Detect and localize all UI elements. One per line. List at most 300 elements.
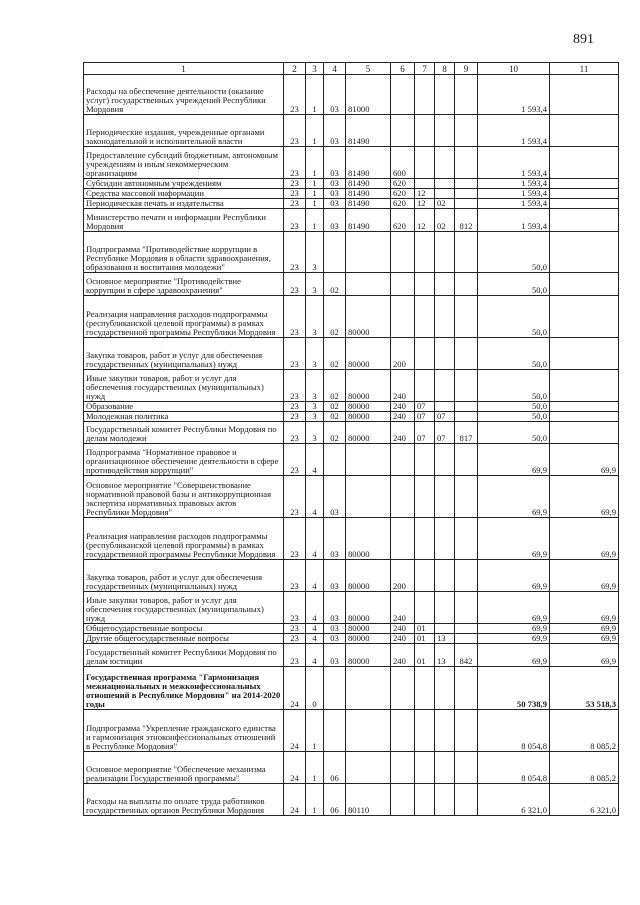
row-value-cell: 23 [284,422,306,444]
row-value-cell [435,75,455,115]
table-header-row [84,63,619,75]
row-value-cell: 80000 [346,422,391,444]
row-value-cell: 3 [306,273,324,296]
row-value-cell: 03 [324,179,346,189]
row-value-cell: 4 [306,476,324,518]
row-value-cell [455,370,478,402]
table-row [84,209,619,232]
row-value-cell [550,199,619,209]
row-value-cell: 240 [391,402,415,412]
row-value-cell [435,476,455,518]
row-value-cell [550,338,619,370]
row-value-cell: 1 [306,199,324,209]
row-name-cell: Подпрограмма "Нормативное правовое и организационное обеспечение деятельности в сфере противодействия коррупции" [84,444,284,476]
row-value-cell: 1 593,4 [478,147,550,179]
table-row [84,370,619,402]
row-value-cell: 03 [324,634,346,644]
row-value-cell: 1 [306,75,324,115]
table-body [84,75,619,816]
row-value-cell: 07 [435,422,455,444]
row-name-cell: Подпрограмма "Противодействие коррупции в Республике Мордовия в области здравоохранения, образования и воспитания молодежи" [84,232,284,273]
row-value-cell: 01 [415,624,435,634]
row-value-cell: 03 [324,199,346,209]
row-value-cell: 1 [306,115,324,147]
row-value-cell: 06 [324,784,346,816]
row-value-cell: 80000 [346,624,391,634]
row-value-cell: 23 [284,273,306,296]
row-value-cell: 1 593,4 [478,209,550,232]
row-value-cell: 81490 [346,189,391,199]
row-value-cell [346,476,391,518]
row-value-cell: 600 [391,147,415,179]
row-value-cell [415,667,435,710]
row-name-cell: Подпрограмма "Укрепление гражданского единства и гармонизация этноконфессиональных отношений в Республике Мордовия" [84,710,284,752]
row-value-cell: 23 [284,115,306,147]
row-value-cell: 06 [324,752,346,784]
row-value-cell: 69,9 [550,560,619,592]
table-row [84,179,619,189]
row-value-cell: 23 [284,296,306,338]
row-value-cell: 200 [391,338,415,370]
row-value-cell: 50,0 [478,412,550,422]
row-value-cell: 80000 [346,338,391,370]
row-value-cell: 69,9 [478,592,550,624]
row-value-cell: 03 [324,560,346,592]
row-value-cell: 8 085,2 [550,752,619,784]
row-value-cell: 23 [284,634,306,644]
row-value-cell [435,232,455,273]
row-name-cell: Государственный комитет Республики Мордовия по делам юстиции [84,644,284,667]
row-value-cell [550,75,619,115]
row-value-cell: 240 [391,644,415,667]
row-value-cell: 69,9 [478,560,550,592]
row-value-cell [415,296,435,338]
row-value-cell: 50,0 [478,370,550,402]
table-row [84,444,619,476]
row-value-cell [550,296,619,338]
row-name-cell: Расходы на обеспечение деятельности (оказание услуг) государственных учреждений Республики Мордовия [84,75,284,115]
row-value-cell: 620 [391,209,415,232]
row-value-cell: 02 [435,209,455,232]
row-value-cell [415,592,435,624]
row-value-cell: 69,9 [478,624,550,634]
row-value-cell: 07 [415,412,435,422]
row-value-cell: 23 [284,199,306,209]
row-value-cell: 03 [324,644,346,667]
row-value-cell [435,338,455,370]
row-value-cell: 13 [435,634,455,644]
row-value-cell: 03 [324,209,346,232]
row-value-cell: 12 [415,199,435,209]
row-value-cell: 03 [324,75,346,115]
table-row [84,115,619,147]
row-value-cell: 02 [324,273,346,296]
row-value-cell [346,232,391,273]
row-value-cell [550,273,619,296]
row-value-cell: 240 [391,592,415,624]
row-value-cell [391,476,415,518]
row-value-cell [550,189,619,199]
row-value-cell: 02 [435,199,455,209]
row-value-cell: 03 [324,147,346,179]
row-value-cell: 23 [284,370,306,402]
row-name-cell: Государственный комитет Республики Мордовия по делам молодежи [84,422,284,444]
row-value-cell [415,784,435,816]
table-row [84,273,619,296]
row-value-cell: 200 [391,560,415,592]
row-value-cell [455,402,478,412]
row-value-cell: 03 [324,476,346,518]
row-name-cell: Закупка товаров, работ и услуг для обеспечения государственных (муниципальных) нужд [84,560,284,592]
row-value-cell: 8 054,8 [478,710,550,752]
row-value-cell [391,667,415,710]
row-value-cell [415,370,435,402]
row-value-cell [346,752,391,784]
row-value-cell: 4 [306,634,324,644]
row-value-cell [391,752,415,784]
row-value-cell [415,232,435,273]
header-cell: 8 [435,63,455,75]
row-value-cell: 240 [391,370,415,402]
row-value-cell: 3 [306,338,324,370]
row-value-cell [550,147,619,179]
row-value-cell [455,338,478,370]
row-value-cell: 80000 [346,634,391,644]
row-name-cell: Другие общегосударственные вопросы [84,634,284,644]
row-value-cell: 69,9 [478,644,550,667]
row-value-cell [435,189,455,199]
row-value-cell [324,710,346,752]
row-value-cell [455,634,478,644]
row-value-cell: 1 593,4 [478,199,550,209]
header-cell: 3 [306,63,324,75]
row-name-cell: Закупка товаров, работ и услуг для обеспечения государственных (муниципальных) нужд [84,338,284,370]
table-row [84,560,619,592]
row-value-cell: 23 [284,560,306,592]
row-name-cell: Иные закупки товаров, работ и услуг для обеспечения государственных (муниципальных) нужд [84,592,284,624]
row-value-cell: 02 [324,338,346,370]
row-value-cell: 69,9 [478,476,550,518]
row-value-cell [415,560,435,592]
row-value-cell: 80000 [346,402,391,412]
header-cell: 5 [346,63,391,75]
row-value-cell [391,273,415,296]
row-value-cell: 12 [415,209,435,232]
row-value-cell: 69,9 [550,592,619,624]
row-value-cell [455,115,478,147]
row-value-cell: 23 [284,338,306,370]
row-value-cell: 1 [306,710,324,752]
row-value-cell [455,199,478,209]
table-row [84,147,619,179]
row-value-cell: 50,0 [478,422,550,444]
row-value-cell [455,667,478,710]
row-value-cell [415,179,435,189]
row-value-cell: 24 [284,667,306,710]
row-value-cell: 812 [455,209,478,232]
row-value-cell: 1 [306,784,324,816]
row-value-cell: 69,9 [550,476,619,518]
row-value-cell [550,232,619,273]
row-value-cell [415,518,435,560]
row-value-cell [455,624,478,634]
row-value-cell [455,273,478,296]
row-value-cell [391,296,415,338]
row-value-cell [455,476,478,518]
table-row [84,624,619,634]
row-value-cell: 4 [306,560,324,592]
row-value-cell [415,115,435,147]
row-value-cell: 23 [284,189,306,199]
row-value-cell: 23 [284,209,306,232]
row-value-cell [455,232,478,273]
row-value-cell: 842 [455,644,478,667]
table-row [84,752,619,784]
row-value-cell [391,115,415,147]
row-value-cell: 07 [415,422,435,444]
row-value-cell: 1 593,4 [478,179,550,189]
row-value-cell: 81490 [346,147,391,179]
header-cell: 6 [391,63,415,75]
row-value-cell: 6 321,0 [478,784,550,816]
row-value-cell: 69,9 [550,644,619,667]
row-value-cell: 03 [324,592,346,624]
row-value-cell: 23 [284,75,306,115]
row-value-cell [550,370,619,402]
row-value-cell [435,370,455,402]
row-value-cell: 80000 [346,592,391,624]
row-value-cell: 23 [284,147,306,179]
row-name-cell: Государственная программа "Гармонизация межнациональных и межконфессиональных отношений в Республике Мордовия" на 2014-2020 годы [84,667,284,710]
row-value-cell [346,444,391,476]
row-value-cell [435,147,455,179]
row-value-cell: 01 [415,634,435,644]
row-value-cell: 69,9 [478,634,550,644]
row-value-cell: 53 518,3 [550,667,619,710]
row-value-cell: 3 [306,412,324,422]
row-value-cell: 50,0 [478,232,550,273]
table-row [84,476,619,518]
row-name-cell: Иные закупки товаров, работ и услуг для обеспечения государственных (муниципальных) нужд [84,370,284,402]
row-value-cell: 23 [284,624,306,634]
row-value-cell: 8 054,8 [478,752,550,784]
row-value-cell: 13 [435,644,455,667]
row-value-cell [455,710,478,752]
header-cell: 10 [478,63,550,75]
row-value-cell [435,402,455,412]
row-name-cell: Реализация направления расходов подпрограммы (республиканской целевой программы) в рамках государственной программы Республики Мордовия [84,296,284,338]
row-value-cell [435,518,455,560]
row-value-cell [550,402,619,412]
row-value-cell [415,752,435,784]
row-value-cell: 23 [284,644,306,667]
row-value-cell: 80000 [346,644,391,667]
row-value-cell [435,784,455,816]
row-value-cell [435,624,455,634]
row-value-cell: 03 [324,115,346,147]
row-value-cell [415,147,435,179]
row-value-cell: 4 [306,592,324,624]
row-name-cell: Молодежная политика [84,412,284,422]
row-value-cell [455,147,478,179]
row-value-cell [415,444,435,476]
row-value-cell: 240 [391,422,415,444]
row-value-cell: 23 [284,232,306,273]
row-value-cell [346,710,391,752]
row-value-cell [435,560,455,592]
row-value-cell: 6 321,0 [550,784,619,816]
header-cell: 9 [455,63,478,75]
row-value-cell: 81490 [346,115,391,147]
row-value-cell [455,560,478,592]
header-cell: 4 [324,63,346,75]
row-value-cell: 1 [306,189,324,199]
header-cell: 11 [550,63,619,75]
row-value-cell [550,179,619,189]
row-name-cell: Образование [84,402,284,412]
table-row [84,784,619,816]
row-value-cell: 81490 [346,199,391,209]
row-value-cell [550,209,619,232]
row-name-cell: Предоставление субсидий бюджетным, автономным учреждениям и иным некоммерческим организациям [84,147,284,179]
row-value-cell [435,710,455,752]
row-value-cell [435,115,455,147]
row-value-cell [391,232,415,273]
row-value-cell: 01 [415,644,435,667]
row-value-cell [415,75,435,115]
row-value-cell: 81490 [346,209,391,232]
row-value-cell: 1 [306,209,324,232]
row-value-cell: 4 [306,624,324,634]
row-value-cell: 81000 [346,75,391,115]
row-name-cell: Общегосударственные вопросы [84,624,284,634]
row-value-cell: 4 [306,444,324,476]
header-cell: 1 [84,63,284,75]
row-value-cell [346,667,391,710]
row-value-cell: 07 [435,412,455,422]
table-row [84,75,619,115]
table-row [84,518,619,560]
row-value-cell [435,296,455,338]
table-row [84,232,619,273]
row-value-cell [455,296,478,338]
row-value-cell [455,412,478,422]
row-value-cell: 03 [324,624,346,634]
table-row [84,667,619,710]
header-cell: 7 [415,63,435,75]
row-value-cell: 80000 [346,518,391,560]
row-value-cell: 24 [284,784,306,816]
row-value-cell [391,784,415,816]
budget-table [83,62,619,816]
row-value-cell: 80000 [346,296,391,338]
row-value-cell: 50,0 [478,338,550,370]
table-row [84,412,619,422]
table-row [84,189,619,199]
row-value-cell [324,444,346,476]
row-value-cell [391,518,415,560]
row-value-cell: 50 738,9 [478,667,550,710]
row-value-cell [455,179,478,189]
row-value-cell: 23 [284,444,306,476]
page-number: 891 [573,32,594,47]
row-value-cell: 02 [324,370,346,402]
row-name-cell: Периодические издания, учрежденные органами законодательной и исполнительной власти [84,115,284,147]
row-value-cell: 03 [324,189,346,199]
row-value-cell: 1 593,4 [478,115,550,147]
row-value-cell [435,667,455,710]
row-value-cell [550,115,619,147]
row-value-cell: 02 [324,422,346,444]
row-value-cell: 50,0 [478,402,550,412]
row-value-cell [455,592,478,624]
row-value-cell [415,273,435,296]
row-value-cell: 23 [284,179,306,189]
row-value-cell: 620 [391,189,415,199]
table-row [84,402,619,412]
row-value-cell: 80000 [346,412,391,422]
row-name-cell: Расходы на выплаты по оплате труда работников государственных органов Республики Мордовия [84,784,284,816]
row-value-cell: 81490 [346,179,391,189]
row-value-cell [435,179,455,189]
row-value-cell: 24 [284,752,306,784]
row-value-cell: 80000 [346,560,391,592]
row-value-cell: 4 [306,644,324,667]
row-value-cell: 03 [324,518,346,560]
row-value-cell: 3 [306,370,324,402]
table-row [84,422,619,444]
row-value-cell [415,476,435,518]
row-name-cell: Средства массовой информации [84,189,284,199]
row-value-cell: 24 [284,710,306,752]
row-value-cell [455,75,478,115]
row-value-cell [455,784,478,816]
row-value-cell: 69,9 [550,634,619,644]
row-value-cell: 50,0 [478,273,550,296]
row-value-cell: 1 [306,147,324,179]
row-value-cell: 69,9 [550,444,619,476]
row-value-cell: 02 [324,296,346,338]
row-name-cell: Реализация направления расходов подпрограммы (республиканской целевой программы) в рамках государственной программы Республики Мордовия [84,518,284,560]
row-value-cell: 69,9 [550,518,619,560]
row-value-cell: 12 [415,189,435,199]
row-value-cell: 69,9 [550,624,619,634]
row-name-cell: Основное мероприятие "Совершенствование нормативной правовой базы и антикоррупционная экспертиза нормативных правовых актов Республики Мордовия" [84,476,284,518]
row-value-cell: 02 [324,412,346,422]
row-value-cell: 02 [324,402,346,412]
row-value-cell [455,518,478,560]
row-value-cell: 620 [391,179,415,189]
row-value-cell: 23 [284,402,306,412]
row-name-cell: Основное мероприятие "Обеспечение механизма реализации Государственной программы" [84,752,284,784]
row-value-cell: 0 [306,667,324,710]
row-value-cell: 3 [306,232,324,273]
table-row [84,710,619,752]
row-value-cell [455,752,478,784]
table-row [84,644,619,667]
table-row [84,634,619,644]
row-value-cell [435,444,455,476]
row-value-cell: 1 593,4 [478,75,550,115]
row-value-cell: 240 [391,412,415,422]
row-value-cell [391,444,415,476]
row-name-cell: Министерство печати и информации Республики Мордовия [84,209,284,232]
row-value-cell [391,710,415,752]
row-value-cell: 3 [306,402,324,412]
row-value-cell: 620 [391,199,415,209]
row-value-cell: 1 [306,179,324,189]
row-name-cell: Субсидии автономным учреждениям [84,179,284,189]
